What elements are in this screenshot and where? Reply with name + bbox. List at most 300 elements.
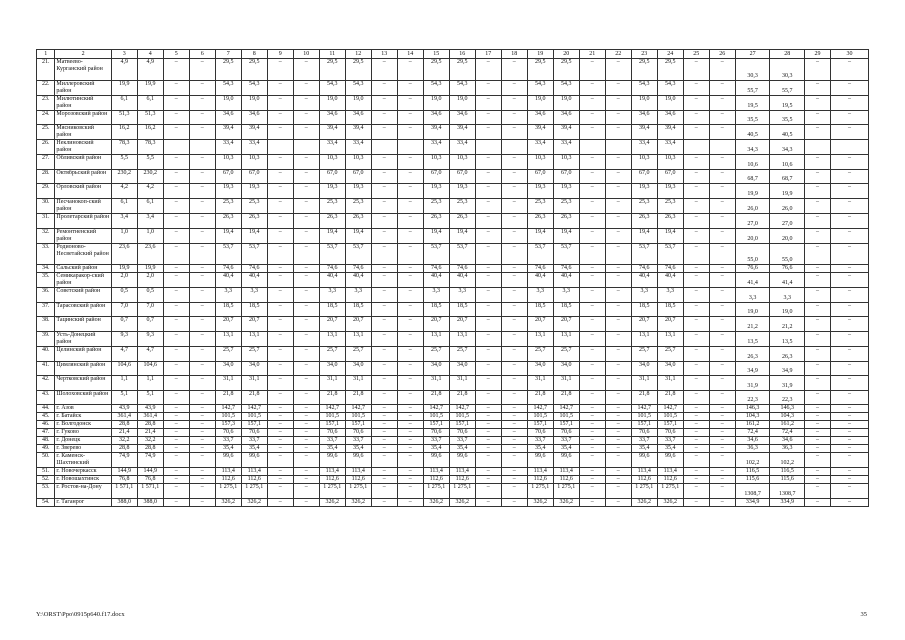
value-cell: 70,6 <box>215 429 241 437</box>
value-cell <box>189 140 215 155</box>
value-cell: 26,3 <box>657 214 683 229</box>
value-cell: 29,5 <box>631 59 657 81</box>
value-cell: 25,3 <box>241 199 267 214</box>
header-cell: 9 <box>267 50 293 59</box>
value-cell: – <box>371 228 397 243</box>
value-cell: 161,2 <box>770 421 805 429</box>
value-cell: 142,7 <box>215 405 241 413</box>
value-cell: – <box>605 199 631 214</box>
value-cell: 19,3 <box>527 184 553 199</box>
value-cell: – <box>189 347 215 362</box>
district-name: Обливский район <box>55 155 111 170</box>
row-number: 46. <box>37 421 55 429</box>
value-cell: 1,1 <box>137 376 163 391</box>
header-cell: 12 <box>345 50 371 59</box>
value-cell: – <box>475 453 501 468</box>
district-name: Тацинский район <box>55 317 111 332</box>
value-cell: – <box>371 125 397 140</box>
value-cell: – <box>501 445 527 453</box>
value-cell: 33,4 <box>215 140 241 155</box>
value-cell: – <box>371 273 397 288</box>
value-cell: – <box>579 484 605 499</box>
value-cell: 13,1 <box>215 332 241 347</box>
value-cell: – <box>605 265 631 273</box>
value-cell: – <box>709 405 735 413</box>
value-cell: – <box>683 317 709 332</box>
value-cell: 3,3 <box>553 288 579 303</box>
value-cell: – <box>805 332 831 347</box>
value-cell: 99,6 <box>657 453 683 468</box>
value-cell: – <box>501 273 527 288</box>
value-cell: – <box>831 332 869 347</box>
value-cell: – <box>501 184 527 199</box>
value-cell: 67,0 <box>319 169 345 184</box>
value-cell: 10,3 <box>241 155 267 170</box>
value-cell: 19,4 <box>423 228 449 243</box>
value-cell: – <box>805 125 831 140</box>
table-row <box>37 95 869 110</box>
value-cell: – <box>683 110 709 125</box>
header-cell: 3 <box>111 50 137 59</box>
value-cell: – <box>189 332 215 347</box>
value-cell: – <box>501 390 527 405</box>
header-cell: 26 <box>709 50 735 59</box>
value-cell: 33,7 <box>319 437 345 445</box>
value-cell: – <box>831 265 869 273</box>
district-name: Целинский район <box>55 347 111 362</box>
value-cell: 161,2 <box>735 421 770 429</box>
value-cell: – <box>501 288 527 303</box>
value-cell: – <box>371 390 397 405</box>
value-cell: – <box>397 413 423 421</box>
value-cell: – <box>605 169 631 184</box>
value-cell: 157,1 <box>345 421 371 429</box>
value-cell: 3,3 <box>423 288 449 303</box>
value-cell: – <box>293 429 319 437</box>
header-cell: 13 <box>371 50 397 59</box>
value-cell: – <box>579 476 605 484</box>
value-cell: – <box>579 273 605 288</box>
value-cell: – <box>709 302 735 317</box>
value-cell: 0,5 <box>137 288 163 303</box>
value-cell: – <box>501 243 527 265</box>
value-cell: – <box>709 361 735 376</box>
value-cell: 326,2 <box>423 499 449 507</box>
value-cell: – <box>709 390 735 405</box>
row-number: 21. <box>37 59 55 81</box>
value-cell: – <box>267 437 293 445</box>
value-cell: 19,4 <box>449 228 475 243</box>
value-cell: – <box>709 110 735 125</box>
value-cell: 53,7 <box>345 243 371 265</box>
value-cell: 13,1 <box>527 332 553 347</box>
value-cell: 33,7 <box>241 437 267 445</box>
value-cell: – <box>267 413 293 421</box>
value-cell: – <box>371 184 397 199</box>
table-row <box>37 140 869 155</box>
value-cell: – <box>293 95 319 110</box>
table-row <box>37 155 869 170</box>
value-cell: 74,6 <box>215 265 241 273</box>
row-number: 40. <box>37 347 55 362</box>
value-cell: 157,1 <box>449 421 475 429</box>
value-cell: 18,5 <box>449 302 475 317</box>
value-cell: – <box>579 110 605 125</box>
value-cell: – <box>475 228 501 243</box>
district-name: г. Ростов-на-Дону <box>55 484 111 499</box>
value-cell: – <box>831 199 869 214</box>
district-name: Советский район <box>55 288 111 303</box>
value-cell: – <box>371 468 397 476</box>
value-cell: 326,2 <box>657 499 683 507</box>
value-cell: 13,1 <box>241 332 267 347</box>
value-cell: – <box>683 273 709 288</box>
value-cell: 34,3 <box>770 140 805 155</box>
value-cell: – <box>683 95 709 110</box>
district-name: г. Донецк <box>55 437 111 445</box>
value-cell: 41,4 <box>735 273 770 288</box>
value-cell: 144,9 <box>137 468 163 476</box>
header-cell: 4 <box>137 50 163 59</box>
value-cell: 19,9 <box>137 265 163 273</box>
value-cell: – <box>831 184 869 199</box>
value-cell: – <box>293 421 319 429</box>
table-row <box>37 437 869 445</box>
value-cell: – <box>683 405 709 413</box>
value-cell: – <box>267 288 293 303</box>
value-cell: 19,0 <box>423 95 449 110</box>
value-cell: 1308,7 <box>735 484 770 499</box>
value-cell: – <box>267 476 293 484</box>
value-cell: – <box>805 273 831 288</box>
value-cell: 1308,7 <box>770 484 805 499</box>
value-cell: 18,5 <box>631 302 657 317</box>
value-cell: 113,4 <box>215 468 241 476</box>
value-cell: 40,5 <box>735 125 770 140</box>
value-cell: – <box>371 59 397 81</box>
value-cell: – <box>605 376 631 391</box>
value-cell: 68,7 <box>735 169 770 184</box>
value-cell: 30,3 <box>735 59 770 81</box>
value-cell: 1,1 <box>111 376 137 391</box>
value-cell: – <box>475 332 501 347</box>
value-cell: – <box>371 317 397 332</box>
value-cell: – <box>683 265 709 273</box>
value-cell: – <box>683 302 709 317</box>
value-cell <box>831 140 869 155</box>
value-cell: 112,6 <box>423 476 449 484</box>
value-cell: – <box>683 332 709 347</box>
value-cell: 25,7 <box>319 347 345 362</box>
value-cell: – <box>293 484 319 499</box>
value-cell: 99,6 <box>241 453 267 468</box>
value-cell: – <box>189 110 215 125</box>
value-cell: 36,3 <box>770 445 805 453</box>
value-cell: – <box>293 390 319 405</box>
value-cell: 21,4 <box>137 429 163 437</box>
value-cell: 28,8 <box>137 421 163 429</box>
value-cell: 40,4 <box>241 273 267 288</box>
value-cell: 25,7 <box>631 347 657 362</box>
table-row <box>37 184 869 199</box>
value-cell: 55,0 <box>735 243 770 265</box>
value-cell: 4,9 <box>111 59 137 81</box>
value-cell: – <box>709 332 735 347</box>
value-cell: 112,6 <box>215 476 241 484</box>
value-cell: 39,4 <box>215 125 241 140</box>
value-cell: 67,0 <box>657 169 683 184</box>
value-cell: – <box>397 429 423 437</box>
value-cell: – <box>831 214 869 229</box>
value-cell: 29,5 <box>423 59 449 81</box>
value-cell: 20,7 <box>241 317 267 332</box>
value-cell: 1,0 <box>111 228 137 243</box>
value-cell: – <box>605 437 631 445</box>
table-row <box>37 347 869 362</box>
value-cell: 10,6 <box>735 155 770 170</box>
value-cell: – <box>371 80 397 95</box>
header-cell: 25 <box>683 50 709 59</box>
value-cell: 21,8 <box>215 390 241 405</box>
value-cell: 10,3 <box>553 155 579 170</box>
value-cell: 10,3 <box>449 155 475 170</box>
value-cell: 67,0 <box>527 169 553 184</box>
value-cell: 34,6 <box>770 437 805 445</box>
value-cell: 43,9 <box>137 405 163 413</box>
value-cell: 25,3 <box>319 199 345 214</box>
value-cell: 33,7 <box>657 437 683 445</box>
value-cell: 13,1 <box>631 332 657 347</box>
value-cell: 33,4 <box>449 140 475 155</box>
value-cell: 3,3 <box>319 288 345 303</box>
value-cell: – <box>709 125 735 140</box>
value-cell: – <box>475 376 501 391</box>
value-cell: – <box>189 361 215 376</box>
row-number: 54. <box>37 499 55 507</box>
value-cell: – <box>371 214 397 229</box>
value-cell: 35,4 <box>657 445 683 453</box>
table-row <box>37 110 869 125</box>
value-cell: – <box>397 214 423 229</box>
district-name: Песчанокоп-ский район <box>55 199 111 214</box>
value-cell: – <box>267 376 293 391</box>
value-cell: – <box>805 347 831 362</box>
value-cell: – <box>397 347 423 362</box>
value-cell: 19,4 <box>527 228 553 243</box>
value-cell: – <box>805 468 831 476</box>
value-cell: 25,7 <box>241 347 267 362</box>
value-cell: – <box>709 243 735 265</box>
value-cell: – <box>831 476 869 484</box>
value-cell: 34,0 <box>215 361 241 376</box>
value-cell: 67,0 <box>553 169 579 184</box>
value-cell: 34,6 <box>423 110 449 125</box>
value-cell: – <box>267 445 293 453</box>
value-cell: 20,7 <box>423 317 449 332</box>
value-cell <box>371 140 397 155</box>
value-cell: – <box>475 476 501 484</box>
value-cell: – <box>163 468 189 476</box>
value-cell: – <box>163 437 189 445</box>
value-cell: 33,4 <box>527 140 553 155</box>
row-number: 52. <box>37 476 55 484</box>
value-cell: 18,5 <box>319 302 345 317</box>
value-cell: 20,7 <box>553 317 579 332</box>
value-cell: – <box>293 499 319 507</box>
value-cell: – <box>831 243 869 265</box>
value-cell: – <box>709 429 735 437</box>
header-cell: 23 <box>631 50 657 59</box>
value-cell: 34,0 <box>657 361 683 376</box>
value-cell: – <box>475 59 501 81</box>
value-cell: 7,0 <box>111 302 137 317</box>
value-cell: 10,6 <box>770 155 805 170</box>
value-cell: 39,4 <box>423 125 449 140</box>
value-cell: – <box>163 376 189 391</box>
value-cell: 53,7 <box>657 243 683 265</box>
value-cell: – <box>605 405 631 413</box>
value-cell: 74,6 <box>319 265 345 273</box>
value-cell: – <box>371 453 397 468</box>
value-cell: – <box>805 445 831 453</box>
value-cell: – <box>267 59 293 81</box>
table-row <box>37 59 869 81</box>
value-cell: – <box>475 80 501 95</box>
value-cell: – <box>605 95 631 110</box>
value-cell: – <box>683 468 709 476</box>
district-name: Сальский район <box>55 265 111 273</box>
value-cell: 18,5 <box>553 302 579 317</box>
row-number: 32. <box>37 228 55 243</box>
value-cell: – <box>371 199 397 214</box>
value-cell: – <box>805 288 831 303</box>
value-cell: – <box>605 484 631 499</box>
value-cell: – <box>709 468 735 476</box>
value-cell: – <box>683 184 709 199</box>
value-cell: – <box>189 288 215 303</box>
value-cell: – <box>683 390 709 405</box>
value-cell: – <box>501 484 527 499</box>
value-cell: – <box>805 405 831 413</box>
value-cell: – <box>501 265 527 273</box>
value-cell: – <box>579 95 605 110</box>
header-cell: 1 <box>37 50 55 59</box>
value-cell: 54,3 <box>553 80 579 95</box>
value-cell: – <box>709 484 735 499</box>
value-cell: – <box>293 184 319 199</box>
value-cell: 19,0 <box>449 95 475 110</box>
value-cell: – <box>189 169 215 184</box>
value-cell: 10,3 <box>345 155 371 170</box>
header-cell: 19 <box>527 50 553 59</box>
value-cell <box>605 140 631 155</box>
value-cell: – <box>163 317 189 332</box>
district-name: Миллеровский район <box>55 80 111 95</box>
value-cell: – <box>501 468 527 476</box>
value-cell: – <box>683 361 709 376</box>
value-cell: 10,3 <box>319 155 345 170</box>
district-name: Октябрьский район <box>55 169 111 184</box>
value-cell: – <box>163 476 189 484</box>
district-name: Шолоховский район <box>55 390 111 405</box>
value-cell: 112,6 <box>527 476 553 484</box>
table-row <box>37 265 869 273</box>
value-cell: – <box>397 184 423 199</box>
value-cell: 33,7 <box>553 437 579 445</box>
value-cell: – <box>831 155 869 170</box>
value-cell: – <box>501 95 527 110</box>
value-cell: 51,3 <box>111 110 137 125</box>
value-cell: 34,6 <box>631 110 657 125</box>
value-cell: 19,3 <box>631 184 657 199</box>
table-row <box>37 413 869 421</box>
value-cell: 3,3 <box>657 288 683 303</box>
value-cell: 40,4 <box>449 273 475 288</box>
value-cell: – <box>805 184 831 199</box>
value-cell: 1 275,1 <box>215 484 241 499</box>
value-cell: 19,0 <box>631 95 657 110</box>
value-cell: – <box>397 169 423 184</box>
value-cell: 40,4 <box>553 273 579 288</box>
value-cell: 28,8 <box>111 445 137 453</box>
value-cell: 142,7 <box>631 405 657 413</box>
value-cell: 67,0 <box>449 169 475 184</box>
row-number: 31. <box>37 214 55 229</box>
value-cell: 55,7 <box>735 80 770 95</box>
value-cell: 0,7 <box>137 317 163 332</box>
value-cell: 19,0 <box>553 95 579 110</box>
value-cell: 53,7 <box>423 243 449 265</box>
value-cell: 33,4 <box>319 140 345 155</box>
table-row <box>37 332 869 347</box>
value-cell: – <box>293 413 319 421</box>
value-cell: 26,3 <box>215 214 241 229</box>
value-cell: 19,3 <box>423 184 449 199</box>
value-cell: – <box>501 228 527 243</box>
value-cell: – <box>163 405 189 413</box>
value-cell: – <box>683 155 709 170</box>
value-cell: 34,0 <box>449 361 475 376</box>
value-cell: 25,7 <box>423 347 449 362</box>
value-cell: – <box>605 429 631 437</box>
value-cell: – <box>293 437 319 445</box>
value-cell: 67,0 <box>241 169 267 184</box>
value-cell: – <box>163 484 189 499</box>
value-cell: – <box>267 80 293 95</box>
district-name: г. Азов <box>55 405 111 413</box>
value-cell: 26,3 <box>631 214 657 229</box>
value-cell: 54,3 <box>657 80 683 95</box>
value-cell: 31,1 <box>345 376 371 391</box>
district-name: Чертковский район <box>55 376 111 391</box>
value-cell: 16,2 <box>137 125 163 140</box>
value-cell: 26,3 <box>527 214 553 229</box>
value-cell: – <box>189 59 215 81</box>
value-cell: 113,4 <box>553 468 579 476</box>
value-cell: 31,1 <box>631 376 657 391</box>
table-row <box>37 476 869 484</box>
table-row <box>37 453 869 468</box>
value-cell: 54,3 <box>319 80 345 95</box>
value-cell: – <box>579 347 605 362</box>
value-cell: 40,4 <box>657 273 683 288</box>
value-cell: 13,1 <box>449 332 475 347</box>
header-cell: 11 <box>319 50 345 59</box>
value-cell: 19,3 <box>449 184 475 199</box>
header-cell: 17 <box>475 50 501 59</box>
value-cell: 29,5 <box>657 59 683 81</box>
value-cell: 78,3 <box>111 140 137 155</box>
